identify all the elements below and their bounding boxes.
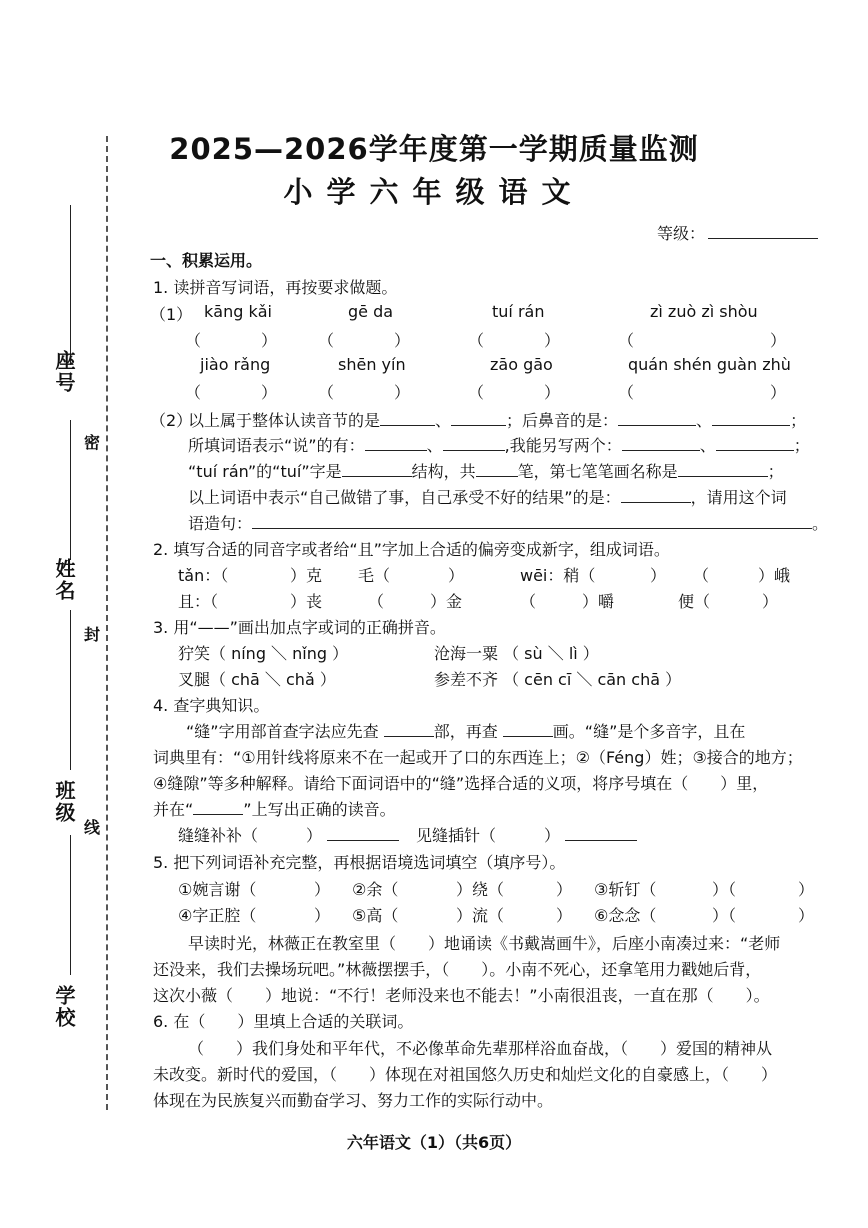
q2-item: 且：（ [178, 592, 219, 611]
q5-passage-line: 还没来，我们去操场玩吧。”林薇摆摆手，（ ）。小南不死心，还拿笔用力戳她后背， [153, 960, 762, 979]
q4-line4: 并在“ ”上写出正确的读音。 [153, 800, 396, 819]
q5-item: ） [798, 880, 815, 899]
name-line [70, 420, 71, 560]
seal-xian: 线 [84, 818, 101, 837]
page-footer: 六年语文（1）（共6页） [346, 1133, 522, 1152]
q5-item: ⑥念念（ [594, 906, 657, 925]
q2-prompt: 2. 填写合适的同音字或者给“且”字加上合适的偏旁变成新字，组成词语。 [153, 540, 670, 559]
q6-passage-line: 体现在为民族复兴而勤奋学习、努力工作的实际行动中。 [153, 1091, 554, 1110]
blank[interactable] [712, 411, 790, 426]
q5-item: ④字正腔（ [178, 906, 257, 925]
q2-item: （ [520, 592, 537, 611]
page-title: 2025—2026学年度第一学期质量监测 [169, 132, 699, 166]
blank[interactable] [618, 411, 696, 426]
q1-line-c: “tuí rán”的“tuí”字是 结构，共 笔，第七笔笔画名称是 ； [188, 462, 784, 481]
q6-passage-line: （ ）我们身处和平年代，不必像革命先辈那样浴血奋战，（ ）爱国的精神从 [188, 1039, 773, 1058]
q4-line2: 词典里有：“①用针线将原来不在一起或开了口的东西连上；②（Féng）姓；③接合的地方； [153, 748, 803, 767]
q1-line-b: 所填词语表示“说”的有： 、 ,我能另写两个： 、 ； [188, 436, 810, 455]
q3-item: 叉腿（ chā ＼ chǎ ） [178, 670, 336, 689]
q1-part1-label: （1） [150, 305, 193, 324]
q2-item: wēi：稍（ [520, 566, 596, 585]
blank[interactable] [503, 722, 553, 737]
q3-item: 沧海一粟 （ sù ＼ lì ） [434, 644, 599, 663]
name-line-2 [70, 610, 71, 770]
blank[interactable] [678, 462, 768, 477]
grade-label: 等级： [657, 224, 706, 243]
q5-passage-line: 这次小薇（ ）地说：“不行！老师没来也不能去！”小南很沮丧，一直在那（ ）。 [153, 986, 770, 1005]
blank[interactable] [622, 436, 700, 451]
seal-mi: 密 [84, 433, 101, 452]
pinyin: zāo gāo [490, 355, 553, 374]
pinyin: shēn yín [338, 355, 406, 374]
pinyin: kāng kǎi [204, 302, 272, 321]
blank[interactable] [342, 462, 412, 477]
q5-item: ） [314, 906, 331, 925]
q6-passage-line: 未改变。新时代的爱国，（ ）体现在对祖国悠久历史和灿烂文化的自豪感上，（ ） [153, 1065, 778, 1084]
blank[interactable] [380, 411, 435, 426]
sentence-blank[interactable] [252, 514, 812, 529]
q2-item: （ [368, 592, 385, 611]
q4-line3: ④缝隙”等多种解释。请给下面词语中的“缝”选择合适的义项，将序号填在（ ）里， [153, 774, 769, 793]
pinyin: zì zuò zì shòu [650, 302, 758, 321]
q2-item: 便（ [678, 592, 711, 611]
answer-box[interactable]: （ ） [318, 383, 414, 402]
blank[interactable] [365, 436, 427, 451]
q5-item: ②余（ [352, 880, 399, 899]
q1-line-d: 以上词语中表示“自己做错了事，自己承受不好的结果”的是： ，请用这个词 [188, 488, 787, 507]
q5-item: ）（ [712, 906, 737, 925]
q5-item: ）绕（ [456, 880, 505, 899]
q2-item: ） [762, 592, 779, 611]
blank[interactable] [621, 488, 691, 503]
pinyin: gē da [348, 302, 394, 321]
blank[interactable] [193, 800, 243, 815]
q5-item: ） [556, 906, 573, 925]
q2-item: ）峨 [758, 566, 791, 585]
q5-passage-line: 早读时光，林薇正在教室里（ ）地诵读《书戴嵩画牛》，后座小南凑过来：“老师 [188, 934, 781, 953]
q1-part2-label: （2） [150, 411, 193, 430]
name-label: 姓名 [52, 558, 76, 602]
q5-item: ）（ [712, 880, 737, 899]
blank[interactable] [565, 826, 637, 841]
q2-item: （ [693, 566, 710, 585]
seal-feng: 封 [84, 625, 101, 644]
q1-prompt: 1. 读拼音写词语，再按要求做题。 [153, 278, 398, 297]
page-subtitle: 小学六年级语文 [283, 175, 585, 209]
q2-item: 毛（ [358, 566, 391, 585]
class-line [70, 835, 71, 975]
q2-item: tǎn：（ [178, 566, 229, 585]
blank[interactable] [451, 411, 506, 426]
q5-item: ③斩钉（ [594, 880, 657, 899]
q5-item: ） [798, 906, 815, 925]
q2-item: ） [448, 566, 465, 585]
q1-line-e: 语造句： 。 [188, 514, 829, 533]
answer-box[interactable]: （ ） [318, 331, 414, 350]
q5-item: ）流（ [456, 906, 505, 925]
blank[interactable] [384, 722, 434, 737]
q2-item: ）丧 [290, 592, 323, 611]
blank[interactable] [443, 436, 505, 451]
q5-item: ） [314, 880, 331, 899]
q5-prompt: 5. 把下列词语补充完整，再根据语境选词填空（填序号）。 [153, 853, 566, 872]
blank[interactable] [476, 462, 518, 477]
q2-item: ） [650, 566, 667, 585]
answer-box[interactable]: （ ） [618, 383, 809, 402]
answer-box[interactable]: （ ） [468, 383, 564, 402]
q2-item: ）金 [430, 592, 463, 611]
answer-box[interactable]: （ ） [185, 331, 281, 350]
blank[interactable] [327, 826, 399, 841]
q4-line1: “缝”字用部首查字法应先查 部，再查 画。“缝”是个多音字，且在 [186, 722, 746, 741]
pinyin: jiào rǎng [200, 355, 271, 374]
q3-item: 参差不齐 （ cēn cī ＼ cān chā ） [434, 670, 682, 689]
answer-box[interactable]: （ ） [185, 383, 281, 402]
section-heading: 一、积累运用。 [150, 251, 263, 270]
seat-label: 座号 [52, 350, 76, 394]
seat-line [70, 205, 71, 365]
school-label: 学校 [52, 985, 76, 1029]
class-label: 班级 [52, 780, 76, 824]
q2-item: ）嚼 [582, 592, 615, 611]
pinyin: tuí rán [492, 302, 545, 321]
q5-item: ⑤高（ [352, 906, 399, 925]
q3-prompt: 3. 用“——”画出加点字或词的正确拼音。 [153, 618, 446, 637]
q5-item: ①婉言谢（ [178, 880, 257, 899]
answer-box[interactable]: （ ） [468, 331, 564, 350]
blank[interactable] [716, 436, 794, 451]
q5-item: ） [556, 880, 573, 899]
binding-dashed-line [106, 136, 108, 1110]
q4-word1: 缝缝补补（ ） [178, 823, 399, 846]
q2-item: ）克 [290, 566, 323, 585]
grade-blank[interactable] [708, 238, 818, 239]
pinyin: quán shén guàn zhù [628, 355, 791, 374]
answer-box[interactable]: （ ） [618, 331, 809, 350]
q4-prompt: 4. 查字典知识。 [153, 696, 270, 715]
q4-word2: 见缝插针（ ） [416, 823, 637, 846]
q6-prompt: 6. 在（ ）里填上合适的关联词。 [153, 1012, 414, 1031]
q1-line-a: 以上属于整体认读音节的是 、 ；后鼻音的是： 、 ； [188, 411, 807, 430]
q3-item: 狞笑（ níng ＼ nǐng ） [178, 644, 349, 663]
